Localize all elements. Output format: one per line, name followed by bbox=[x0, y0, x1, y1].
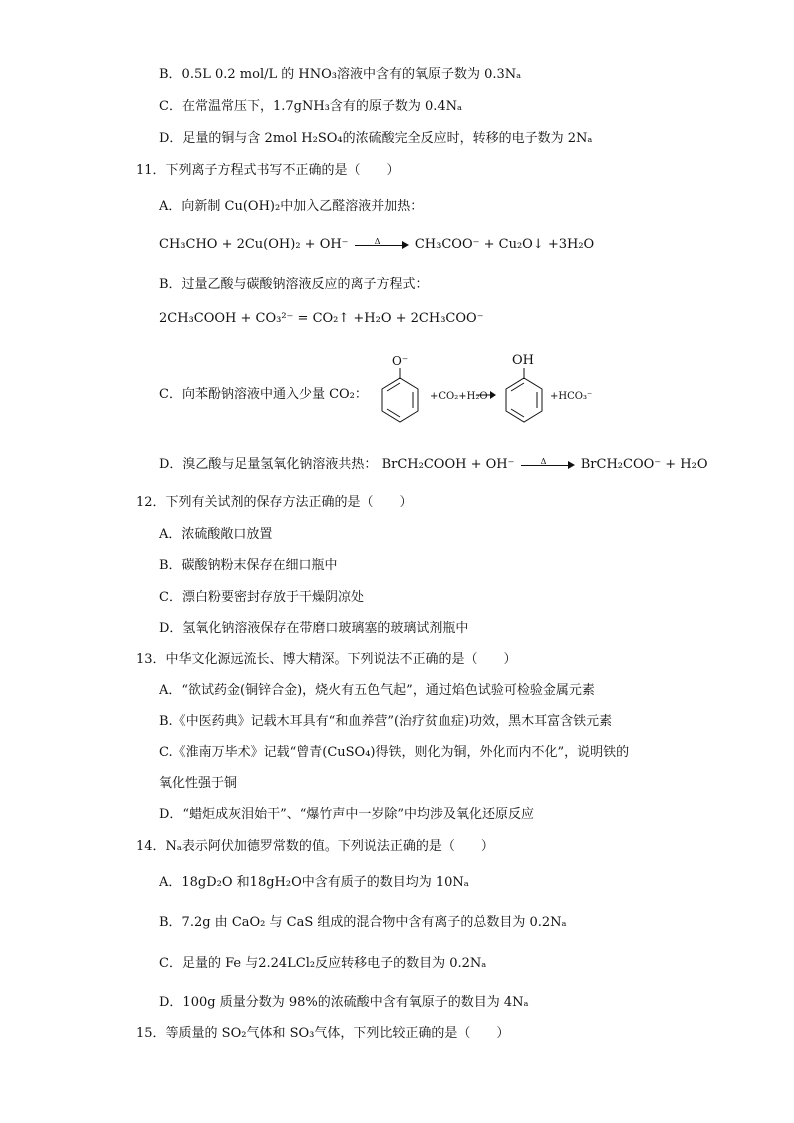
q11-a-eq-left: CH₃CHO + 2Cu(OH)₂ + OH⁻ bbox=[159, 237, 349, 252]
q12-option-c: C．漂白粉要密封存放于干燥阴凉处 bbox=[159, 590, 364, 605]
heat-condition: Δ bbox=[540, 456, 547, 466]
q11-d-label: D．溴乙酸与足量氢氧化钠溶液共热： bbox=[159, 457, 378, 472]
q14-stem: 14．Nₐ表示阿伏加德罗常数的值。下列说法正确的是（ ） bbox=[136, 839, 494, 854]
q15-stem: 15．等质量的 SO₂气体和 SO₃气体，下列比较正确的是（ ） bbox=[136, 1026, 510, 1041]
q11-option-d bbox=[159, 456, 708, 474]
phenoxide-label: O⁻ bbox=[392, 354, 409, 368]
phenol-label: OH bbox=[512, 353, 534, 368]
q14-option-d: D．100g 质量分数为 98%的浓硫酸中含有氧原子的数目为 4Nₐ bbox=[159, 995, 529, 1010]
q12-option-a: A．浓硫酸敞口放置 bbox=[159, 527, 273, 542]
q12-option-b: B．碳酸钠粉末保存在细口瓶中 bbox=[159, 558, 338, 573]
q12-stem: 12．下列有关试剂的保存方法正确的是（ ） bbox=[136, 495, 413, 510]
q10-option-c: C．在常温常压下，1.7gNH₃含有的原子数为 0.4Nₐ bbox=[159, 99, 463, 114]
q13-option-a: A．“欲试药金(铜锌合金)，烧火有五色气起”，通过焰色试验可检验金属元素 bbox=[159, 683, 595, 698]
q14-option-a: A．18gD₂O 和18gH₂O中含有质子的数目均为 10Nₐ bbox=[159, 875, 469, 890]
q14-option-b: B．7.2g 由 CaO₂ 与 CaS 组成的混合物中含有离子的总数目为 0.2Nₐ bbox=[159, 915, 567, 930]
q14-option-c: C．足量的 Fe 与2.24LCl₂反应转移电子的数目为 0.2Nₐ bbox=[159, 956, 487, 971]
q10-option-d: D．足量的铜与含 2mol H₂SO₄的浓硫酸完全反应时，转移的电子数为 2Nₐ bbox=[159, 131, 593, 146]
q11-c-product: +HCO₃⁻ bbox=[550, 391, 593, 402]
q11-c-reagents: +CO₂+H₂O bbox=[430, 391, 488, 402]
q11-a-equation bbox=[159, 236, 594, 254]
q11-a-eq-right: CH₃COO⁻ + Cu₂O↓ +3H₂O bbox=[414, 237, 595, 252]
q11-d-eq-right: BrCH₂COO⁻ + H₂O bbox=[580, 457, 708, 472]
q13-option-c-line2: 氧化性强于铜 bbox=[159, 776, 238, 791]
benzene-ring-icon bbox=[502, 368, 546, 436]
q11-d-eq-left: BrCH₂COOH + OH⁻ bbox=[381, 457, 515, 472]
heat-condition: Δ bbox=[374, 236, 381, 246]
benzene-ring-icon bbox=[378, 368, 422, 436]
q10-option-b: B．0.5L 0.2 mol/L 的 HNO₃溶液中含有的氧原子数为 0.3Nₐ bbox=[159, 67, 522, 82]
q11-option-a: A．向新制 Cu(OH)₂中加入乙醛溶液并加热： bbox=[159, 199, 424, 214]
q13-option-c-line1: C.《淮南万毕术》记载“曾青(CuSO₄)得铁，则化为铜，外化而内不化”，说明铁的 bbox=[159, 745, 630, 760]
q11-option-c: C．向苯酚钠溶液中通入少量 CO₂： bbox=[159, 387, 368, 402]
q11-option-b: B．过量乙酸与碳酸钠溶液反应的离子方程式： bbox=[159, 277, 429, 292]
q13-option-b: B.《中医药典》记载木耳具有“和血养营”(治疗贫血症)功效，黑木耳富含铁元素 bbox=[159, 714, 613, 729]
q12-option-d: D．氢氧化钠溶液保存在带磨口玻璃塞的玻璃试剂瓶中 bbox=[159, 621, 469, 636]
q11-stem: 11．下列离子方程式书写不正确的是（ ） bbox=[136, 163, 400, 178]
q13-stem: 13．中华文化源远流长、博大精深。下列说法不正确的是（ ） bbox=[136, 652, 517, 667]
reaction-arrow-icon bbox=[355, 236, 409, 251]
q11-b-equation: 2CH₃COOH + CO₃²⁻ = CO₂↑ +H₂O + 2CH₃COO⁻ bbox=[159, 311, 484, 326]
q13-option-d: D．“蜡炬成灰泪始干”、“爆竹声中一岁除”中均涉及氧化还原反应 bbox=[159, 807, 535, 822]
reaction-arrow-icon bbox=[521, 456, 575, 471]
reaction-arrow-icon bbox=[476, 390, 496, 400]
